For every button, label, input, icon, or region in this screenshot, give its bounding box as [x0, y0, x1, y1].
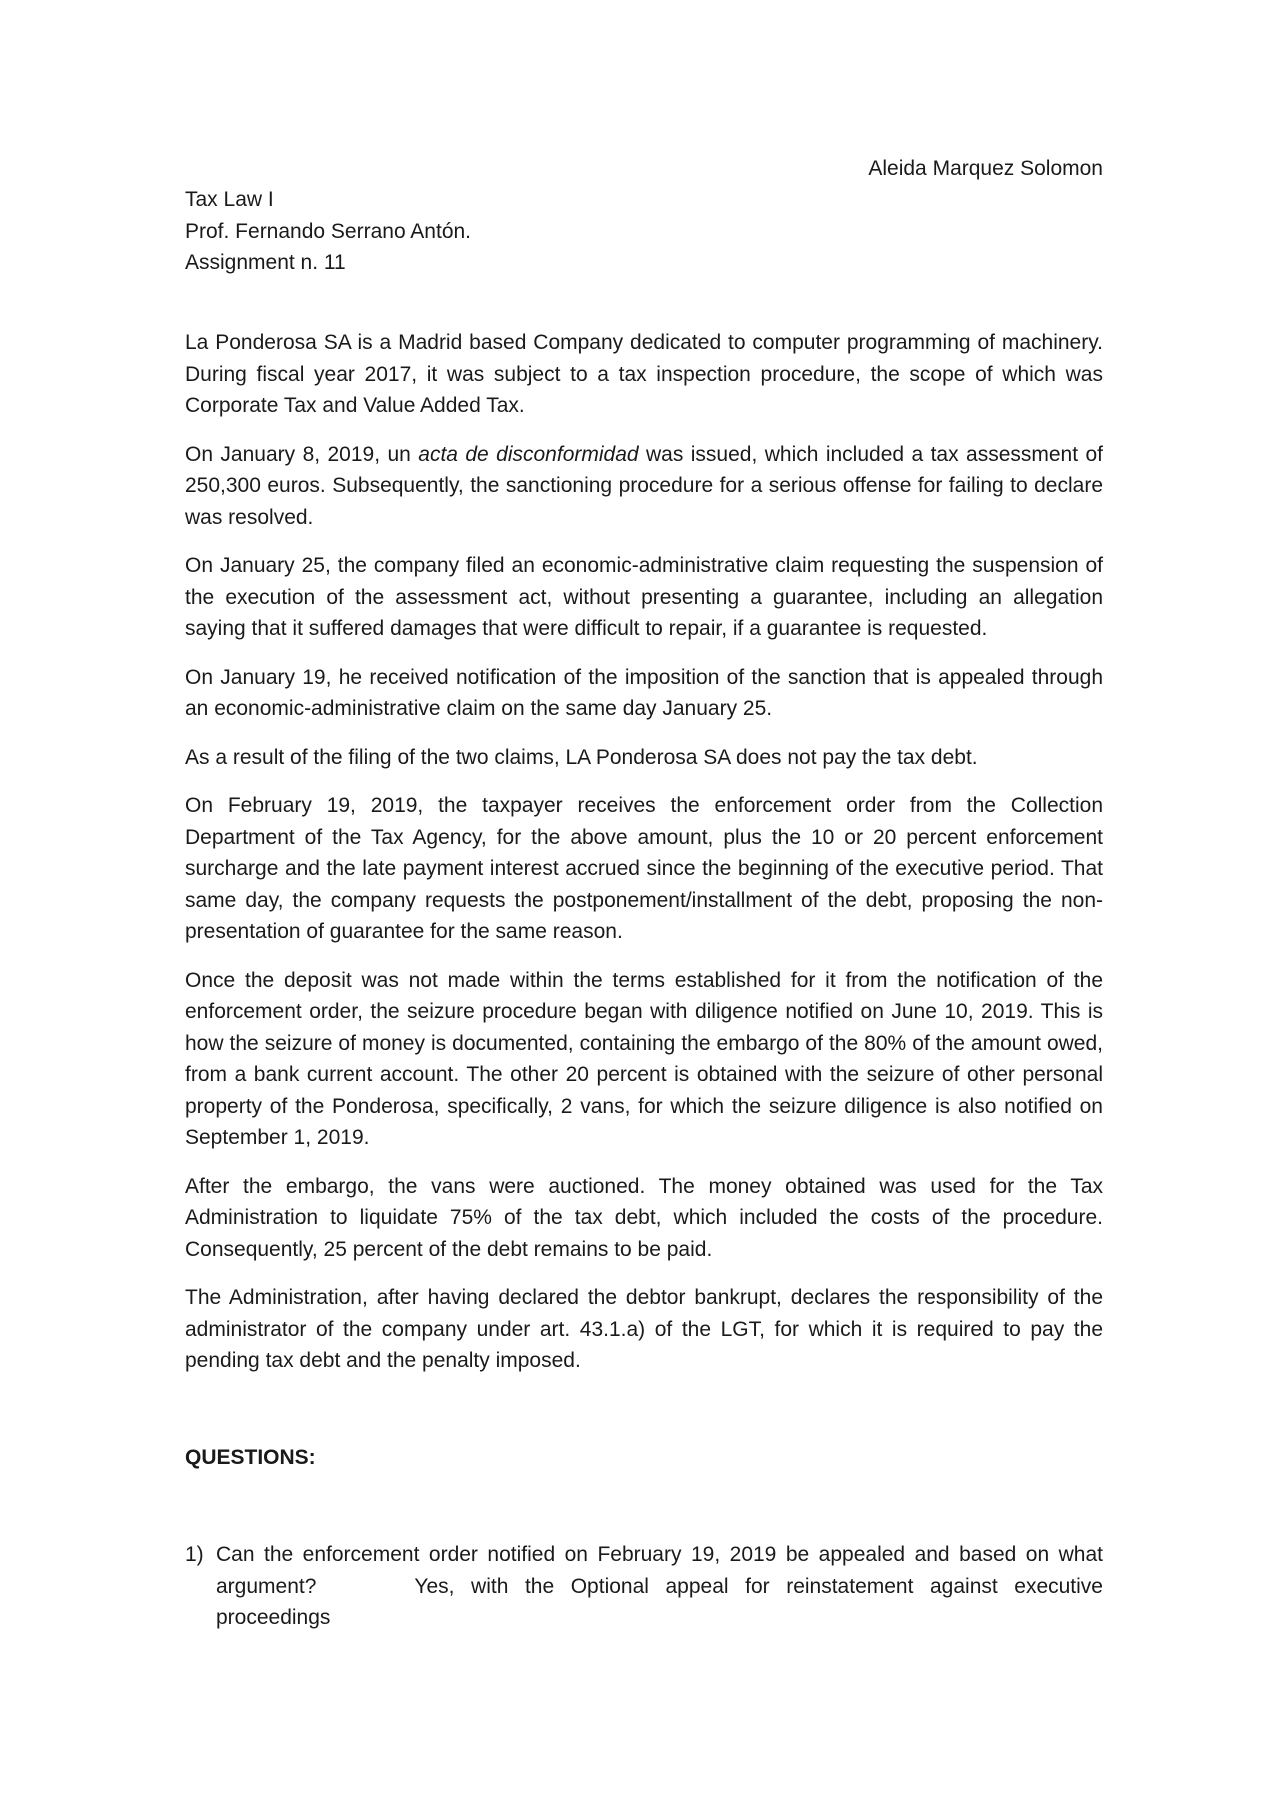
question-number: 1) — [185, 1543, 204, 1566]
question-item — [185, 1539, 1103, 1634]
paragraph-assessment — [185, 439, 1103, 534]
paragraph-seizure: Once the deposit was not made within the terms established for it from the notification of the enforcement order, the seizure procedure began with diligence notified on June 10, 2019. This is how the seizure of money is documented, containing the embargo of the 80% of the amount owed, from a bank current account. The other 20 percent is obtained with the seizure of other personal property of the Ponderosa, specifically, 2 vans, for which the seizure diligence is also notified on September 1, 2019. — [185, 968, 1103, 1149]
acta-term: acta de disconformidad — [418, 442, 639, 466]
paragraph-enforcement-order: On February 19, 2019, the taxpayer receives the enforcement order from the Collection Department of the Tax Agency, for the above amount, plus the 10 or 20 percent enforcement surcharge and the late payment interest accrued since the beginning of the executive period. That same day, the company requests the postponement/installment of the debt, proposing the non-presentation of guarantee for the same reason. — [185, 794, 1103, 943]
paragraph-claim: On January 25, the company filed an economic-administrative claim requesting the suspension of the execution of the assessment act, without presenting a guarantee, including an allegation saying that it suffered damages that were difficult to repair, if a guarantee is requested. — [185, 554, 1103, 640]
case-description — [185, 327, 1103, 1394]
paragraph-assessment-start: On January 8, 2019, un — [185, 442, 419, 466]
paragraph-responsibility: The Administration, after having declared the debtor bankrupt, declares the responsibility of the administrator of the company under art. 43.1.a) of the LGT, for which it is required to pay the pending tax debt and the penalty imposed. — [185, 1286, 1103, 1372]
document-page — [185, 0, 1103, 1811]
paragraph-sanction: On January 19, he received notification of the imposition of the sanction that is appealed through an economic-administrative claim on the same day January 25. — [185, 665, 1103, 720]
paragraph-auction: After the embargo, the vans were auctioned. The money obtained was used for the Tax Administration to liquidate 75% of the tax debt, which included the costs of the procedure. Consequently, 25 percent of the debt remains to be paid. — [185, 1174, 1103, 1261]
paragraph-assessment-end: was issued, which included a tax assessment of 250,300 euros. Subsequently, the sanctioning procedure for a serious offense for failing to declare was resolved. — [185, 442, 1103, 529]
question-text: Can the enforcement order notified on February 19, 2019 be appealed and based on what argument? — [216, 1543, 1103, 1598]
answer-text: Yes, with the Optional appeal for reinstatement against executive proceedings — [216, 1574, 1103, 1629]
paragraph-company: La Ponderosa SA is a Madrid based Company dedicated to computer programming of machinery. During fiscal year 2017, it was subject to a tax inspection procedure, the scope of which was Corporate Tax and Value Added Tax. — [185, 331, 1103, 417]
document-header — [185, 184, 471, 279]
course-title: Tax Law I — [185, 188, 274, 211]
professor-name: Prof. Fernando Serrano Antón. — [185, 219, 472, 243]
question-body — [216, 1539, 1103, 1634]
questions-heading: QUESTIONS: — [185, 1446, 316, 1469]
paragraph-nonpayment: As a result of the filing of the two claims, LA Ponderosa SA does not pay the tax debt. — [185, 745, 978, 769]
author-name: Aleida Marquez Solomon — [868, 157, 1103, 180]
assignment-number: Assignment n. 11 — [185, 251, 346, 274]
